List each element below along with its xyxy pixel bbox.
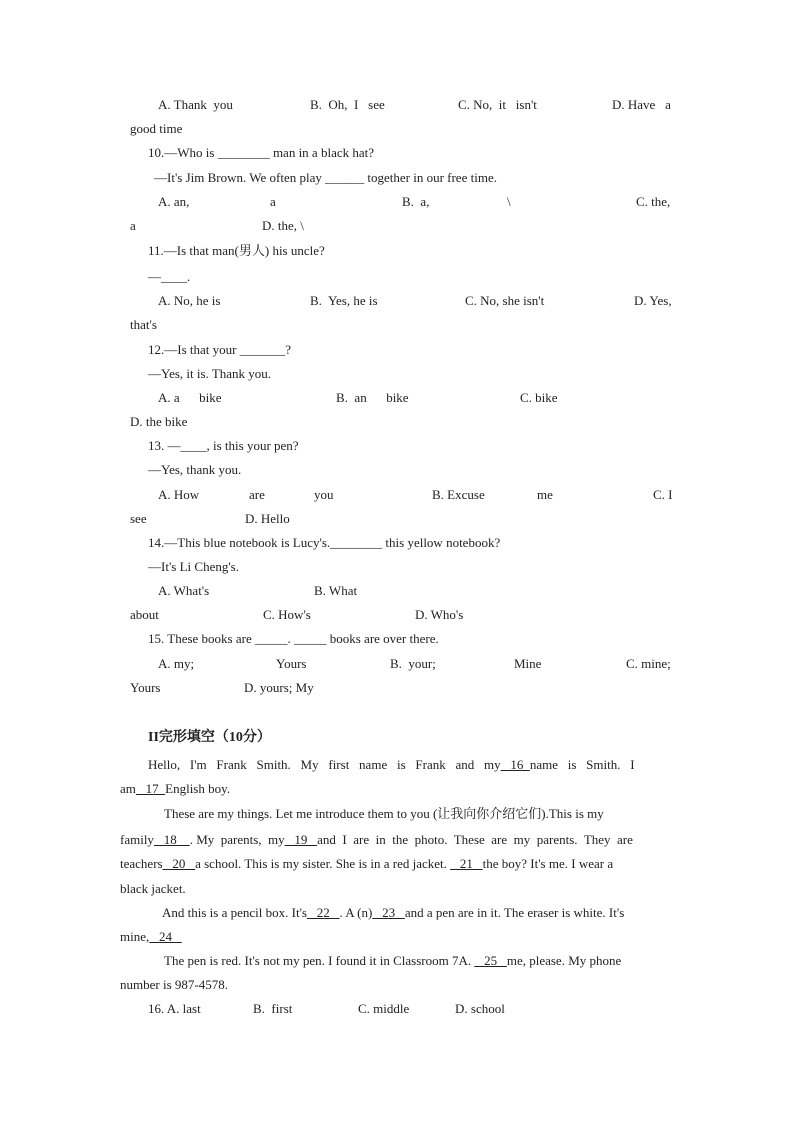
- passage-line: [148, 757, 635, 773]
- q14-option-a: A. What's: [158, 583, 210, 598]
- passage-text: and I are in the photo. These are my parents. They are: [317, 832, 633, 847]
- q13-option-c-continued: see: [130, 511, 147, 526]
- blank-18: 18: [153, 832, 190, 847]
- q13-option-a-part2: are: [249, 487, 265, 502]
- q15-option-c: C. mine;: [626, 656, 671, 671]
- passage-text: black jacket.: [120, 881, 186, 896]
- passage-line: [120, 856, 613, 872]
- blank-16: 16: [500, 757, 530, 772]
- q14-option-b: B. What: [314, 583, 358, 598]
- passage-line: [162, 905, 624, 921]
- passage-line: [120, 781, 230, 797]
- q14-option-d: D. Who's: [415, 607, 464, 622]
- q14-option-c: C. How's: [263, 607, 311, 622]
- q10-option-a: A. an,: [158, 194, 190, 209]
- q12-option-d: D. the bike: [130, 414, 188, 429]
- q16-option-c: C. middle: [358, 1001, 410, 1016]
- blank-22: 22: [306, 905, 340, 920]
- blank-24: 24: [149, 929, 182, 944]
- passage-text: me, please. My phone: [506, 953, 622, 968]
- q15-option-d: D. yours; My: [244, 680, 314, 695]
- blank-19: 19: [284, 832, 318, 847]
- q13-option-c: C. I: [653, 487, 673, 502]
- q11-option-d: D. Yes,: [634, 293, 672, 308]
- q10-stem: 10.—Who is ________ man in a black hat?: [148, 145, 375, 160]
- passage-line: [120, 977, 228, 993]
- q13-reply: —Yes, thank you.: [148, 462, 242, 477]
- blank-21: 21: [450, 856, 483, 871]
- q12-option-c: C. bike: [520, 390, 558, 405]
- q10-reply: —It's Jim Brown. We often play ______ together in our free time.: [154, 170, 497, 185]
- q12-option-b: B. an bike: [336, 390, 409, 405]
- q12-stem: 12.—Is that your _______?: [148, 342, 291, 357]
- q12-option-a: A. a bike: [158, 390, 222, 405]
- q11-option-d-continued: that's: [130, 317, 157, 332]
- blank-20: 20: [162, 856, 196, 871]
- q13-option-a-part3: you: [314, 487, 334, 502]
- q15-option-c-continued: Yours: [130, 680, 161, 695]
- passage-line: [120, 929, 182, 945]
- q16-option-b: B. first: [253, 1001, 293, 1016]
- passage-text: name is Smith. I: [529, 757, 635, 772]
- passage-text: am: [120, 781, 136, 796]
- passage-line: [164, 953, 621, 969]
- q15-option-b: B. your;: [390, 656, 436, 671]
- q13-option-b-part2: me: [537, 487, 553, 502]
- q11-option-b: B. Yes, he is: [310, 293, 378, 308]
- q13-option-d: D. Hello: [245, 511, 290, 526]
- q9-option-d: D. Have a: [612, 97, 671, 112]
- q13-option-a: A. How: [158, 487, 200, 502]
- q10-option-c: C. the,: [636, 194, 671, 209]
- passage-text: English boy.: [165, 781, 231, 796]
- blank-25: 25: [474, 953, 507, 968]
- passage-text: . My parents, my: [189, 832, 285, 847]
- passage-text: a school. This is my sister. She is in a red jacket.: [195, 856, 451, 871]
- passage-text: mine,: [120, 929, 150, 944]
- passage-text: number is 987-4578.: [120, 977, 228, 992]
- q11-reply: —____.: [148, 269, 191, 284]
- section-2-title: II完形填空（10分）: [148, 730, 271, 745]
- q9-option-b: B. Oh, I see: [310, 97, 385, 112]
- passage-text: . A (n): [339, 905, 373, 920]
- passage-line: [120, 881, 186, 897]
- q15-option-a-part2: Yours: [276, 656, 307, 671]
- passage-text: teachers: [120, 856, 163, 871]
- q13-option-b: B. Excuse: [432, 487, 485, 502]
- q11-stem: 11.—Is that man(男人) his uncle?: [148, 243, 325, 258]
- passage-text: These are my things. Let me introduce them to you (让我向你介绍它们).This is my: [164, 806, 604, 821]
- q10-option-b: B. a,: [402, 194, 430, 209]
- q10-option-d: D. the, \: [262, 218, 304, 233]
- q9-option-a: A. Thank you: [158, 97, 233, 112]
- q11-option-c: C. No, she isn't: [465, 293, 545, 308]
- q10-option-a-part2: a: [270, 194, 276, 209]
- blank-23: 23: [372, 905, 405, 920]
- q10-option-b-part2: \: [507, 194, 511, 209]
- passage-text: And this is a pencil box. It's: [162, 905, 307, 920]
- q11-option-a: A. No, he is: [158, 293, 221, 308]
- q15-stem: 15. These books are _____. _____ books are over there.: [148, 631, 439, 646]
- blank-17: 17: [135, 781, 166, 796]
- q9-option-c: C. No, it isn't: [458, 97, 537, 112]
- passage-line: [164, 806, 604, 822]
- passage-text: the boy? It's me. I wear a: [482, 856, 614, 871]
- q13-stem: 13. —____, is this your pen?: [148, 438, 299, 453]
- q14-reply: —It's Li Cheng's.: [148, 559, 239, 574]
- passage-text: The pen is red. It's not my pen. I found it in Classroom 7A.: [164, 953, 475, 968]
- q12-reply: —Yes, it is. Thank you.: [148, 366, 272, 381]
- q15-option-b-part2: Mine: [514, 656, 542, 671]
- q15-option-a: A. my;: [158, 656, 195, 671]
- passage-text: and a pen are in it. The eraser is white. It's: [404, 905, 625, 920]
- passage-text: Hello, I'm Frank Smith. My first name is Frank and my: [148, 757, 501, 772]
- q9-option-d-continued: good time: [130, 121, 183, 136]
- passage-text: family: [120, 832, 154, 847]
- q16-option-d: D. school: [455, 1001, 505, 1016]
- q14-option-b-continued: about: [130, 607, 159, 622]
- passage-line: [120, 832, 633, 848]
- q10-option-c-continued: a: [130, 218, 136, 233]
- q16-option-a: 16. A. last: [148, 1001, 201, 1016]
- q14-stem: 14.—This blue notebook is Lucy's.________ this yellow notebook?: [148, 535, 501, 550]
